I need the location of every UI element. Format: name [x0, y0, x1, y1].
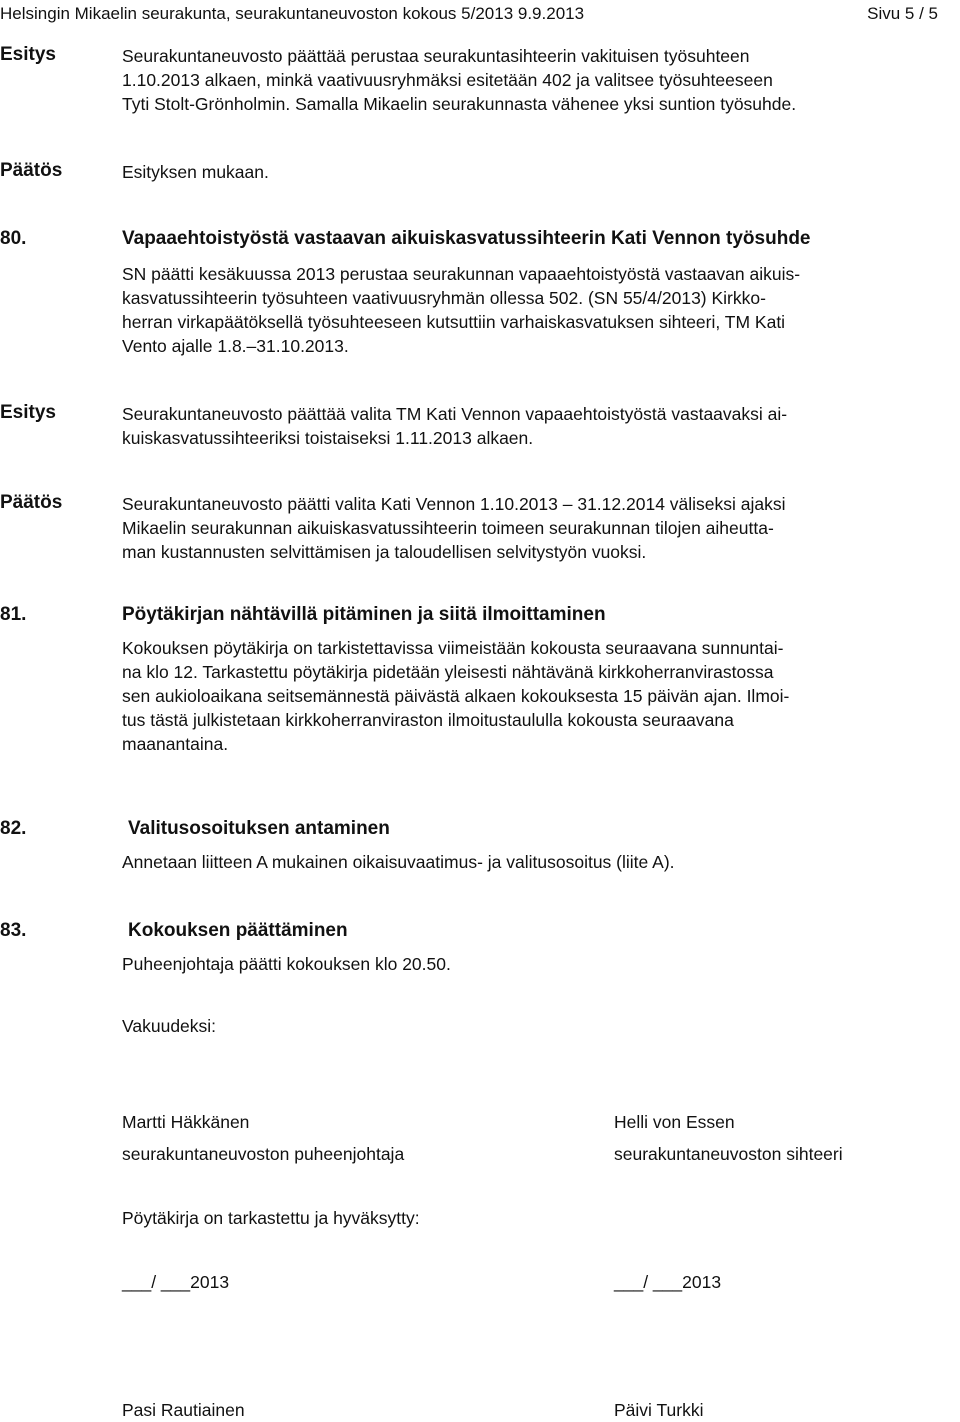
section-80-esitys-text: [122, 402, 952, 450]
secretary-role: seurakuntaneuvoston sihteeri: [614, 1144, 843, 1164]
page-header: [0, 4, 960, 30]
text-line: Tyti Stolt-Grönholmin. Samalla Mikaelin seurakunnasta vähenee yksi suntion työsuhde.: [122, 94, 797, 114]
section-82-title: Valitusosoituksen antaminen: [128, 818, 390, 839]
section-80-body: [122, 262, 952, 358]
section-81-number: 81.: [0, 604, 27, 625]
text-line: Kokouksen pöytäkirja on tarkistettavissa viimeistään kokousta seuraavana sunnuntai-: [122, 638, 784, 658]
text-line: Seurakuntaneuvosto päätti valita Kati Vennon 1.10.2013 – 31.12.2014 väliseksi ajaksi: [122, 494, 786, 514]
text-line: tus tästä julkistetaan kirkkoherranviraston ilmoitustaululla kokousta seuraavana: [122, 710, 734, 730]
section-82-number: 82.: [0, 818, 27, 839]
section-81-body: [122, 636, 952, 756]
chair-role: seurakuntaneuvoston puheenjohtaja: [122, 1144, 405, 1164]
text-line: Esityksen mukaan.: [122, 162, 269, 182]
secretary-name: Helli von Essen: [614, 1112, 735, 1132]
intro-esitys-text: [122, 44, 952, 116]
label-esitys: Esitys: [0, 44, 56, 65]
text-line: Annetaan liitteen A mukainen oikaisuvaatimus- ja valitusosoitus (liite A).: [122, 852, 675, 872]
text-line: Seurakuntaneuvosto päättää perustaa seurakuntasihteerin vakituisen työsuhteen: [122, 46, 750, 66]
text-line: man kustannusten selvittämisen ja taloudellisen selvitystyön vuoksi.: [122, 542, 647, 562]
section-83-title: Kokouksen päättäminen: [128, 920, 348, 941]
chair-name: Martti Häkkänen: [122, 1112, 250, 1132]
text-line: herran virkapäätöksellä työsuhteeseen kutsuttiin varhaiskasvatuksen sihteeri, TM Kati: [122, 312, 786, 332]
date-field-right: ___/ ___2013: [614, 1272, 722, 1292]
text-line: 1.10.2013 alkaen, minkä vaativuusryhmäksi esitetään 402 ja valitsee työsuhteeseen: [122, 70, 773, 90]
section-80-number: 80.: [0, 228, 27, 249]
section-83-number: 83.: [0, 920, 27, 941]
label-paatos: Päätös: [0, 492, 63, 513]
approval-text: Pöytäkirja on tarkastettu ja hyväksytty:: [122, 1208, 420, 1228]
intro-paatos-text: [122, 160, 952, 184]
text-line: Vento ajalle 1.8.–31.10.2013.: [122, 336, 349, 356]
text-line: Puheenjohtaja päätti kokouksen klo 20.50.: [122, 954, 451, 974]
section-80-paatos-text: [122, 492, 952, 564]
text-line: kuiskasvatussihteeriksi toistaiseksi 1.11.2013 alkaen.: [122, 428, 534, 448]
text-line: Mikaelin seurakunnan aikuiskasvatussihteerin toimeen seurakunnan tilojen aiheutta-: [122, 518, 774, 538]
date-field-left: ___/ ___2013: [122, 1272, 230, 1292]
page-number: Sivu 5 / 5: [867, 4, 938, 23]
section-82-body: [122, 850, 952, 874]
text-line: sen aukioloaikana seitsemännestä päivästä alkaen kokouksesta 15 päivän ajan. Ilmoi-: [122, 686, 790, 706]
label-paatos: Päätös: [0, 160, 63, 181]
text-line: SN päätti kesäkuussa 2013 perustaa seurakunnan vapaaehtoistyöstä vastaavan aikuis-: [122, 264, 801, 284]
text-line: kasvatussihteerin työsuhteen vaativuusryhmän ollessa 502. (SN 55/4/2013) Kirkko-: [122, 288, 766, 308]
label-esitys: Esitys: [0, 402, 56, 423]
text-line: Seurakuntaneuvosto päättää valita TM Kati Vennon vapaaehtoistyöstä vastaavaksi ai-: [122, 404, 788, 424]
vakuudeksi-label: Vakuudeksi:: [122, 1016, 217, 1036]
section-81-title: Pöytäkirjan nähtävillä pitäminen ja siitä ilmoittaminen: [122, 604, 606, 625]
text-line: na klo 12. Tarkastettu pöytäkirja pidetään yleisesti nähtävänä kirkkoherranvirastossa: [122, 662, 774, 682]
checker-1-name: Pasi Rautiainen: [122, 1400, 245, 1420]
header-title: Helsingin Mikaelin seurakunta, seurakuntaneuvoston kokous 5/2013 9.9.2013: [0, 4, 585, 23]
checker-2-name: Päivi Turkki: [614, 1400, 704, 1420]
section-80-title: Vapaaehtoistyöstä vastaavan aikuiskasvatussihteerin Kati Vennon työsuhde: [122, 228, 811, 249]
section-83-body: [122, 952, 952, 976]
text-line: maanantaina.: [122, 734, 229, 754]
